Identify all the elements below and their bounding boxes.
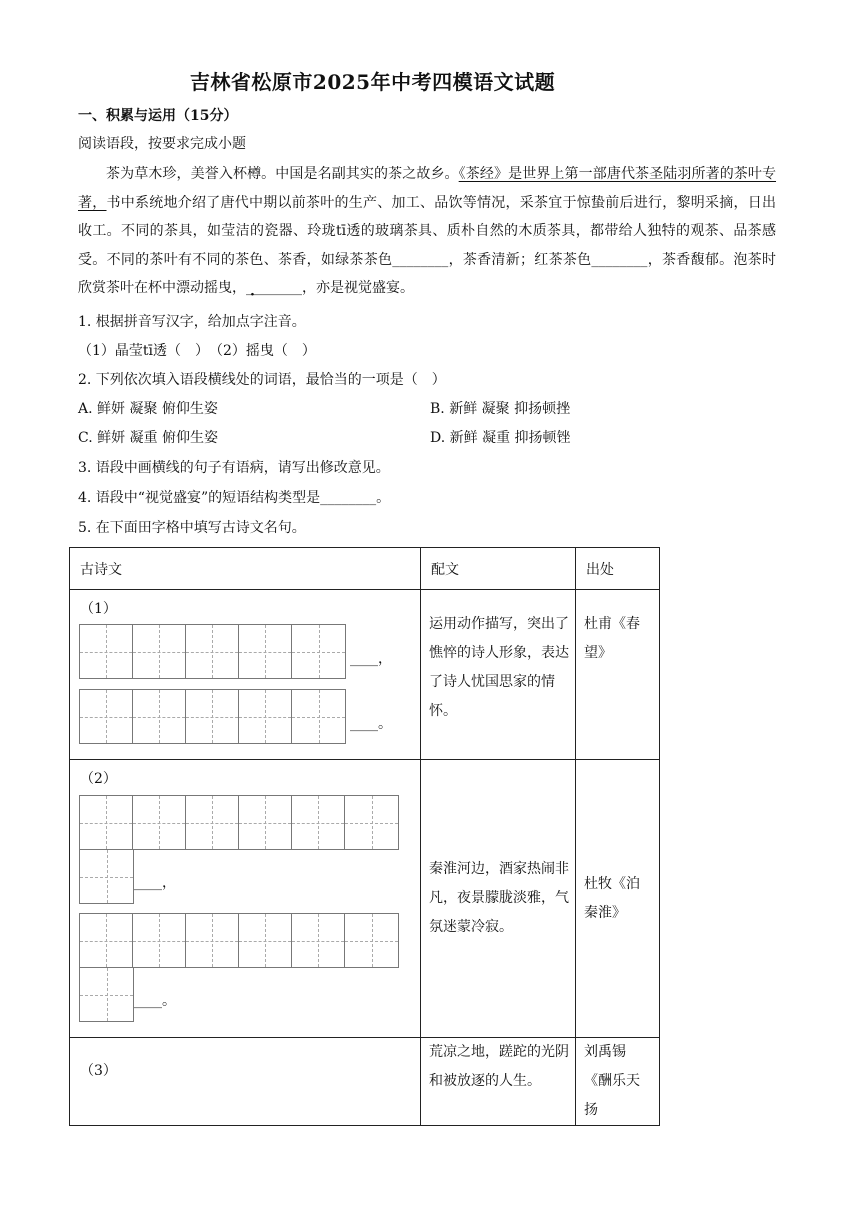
- source-cell: 杜甫《春望》: [576, 590, 660, 760]
- table-row: [70, 1038, 660, 1126]
- section-heading: 一、积累与运用（15分）: [78, 108, 238, 124]
- description-cell: 运用动作描写，突出了憔悴的诗人形象，表达了诗人忧国思家的情怀。: [421, 590, 576, 760]
- row-label: （2）: [80, 771, 117, 787]
- question-3: 3. 语段中画横线的句子有语病，请写出修改意见。: [78, 460, 390, 476]
- header-source: 出处: [576, 548, 660, 590]
- header-poem: 古诗文: [70, 548, 421, 590]
- table-row: [70, 590, 660, 760]
- question-5: 5. 在下面田字格中填写古诗文名句。: [78, 520, 306, 536]
- page-title: 吉林省松原市2025年中考四模语文试题: [189, 70, 556, 94]
- header-description: 配文: [421, 548, 576, 590]
- option-d: D. 新鲜 凝重 抑扬顿锉: [430, 430, 571, 446]
- writing-grid[interactable]: [79, 795, 399, 850]
- passage-text-1: 茶为草木珍，美誉入杯樽。中国是名副其实的茶之故乡。: [106, 166, 459, 182]
- blank-line: ____，: [134, 875, 176, 891]
- blank-line: ____。: [350, 716, 392, 732]
- description-cell: 秦淮河边，酒家热闹非凡，夜景朦胧淡雅，气氛迷蒙冷寂。: [421, 760, 576, 1038]
- reading-passage: [78, 160, 776, 303]
- option-b: B. 新鲜 凝聚 抑扬顿挫: [430, 401, 571, 417]
- poem-cell-2: [70, 760, 421, 1038]
- instruction-text: 阅读语段，按要求完成小题: [78, 136, 246, 152]
- question-1: 1. 根据拼音写汉字，给加点字注音。: [78, 314, 306, 330]
- source-cell: 刘禹锡《酬乐天扬: [576, 1038, 660, 1126]
- poem-cell-1: [70, 590, 421, 760]
- source-cell: 杜牧《泊秦淮》: [576, 760, 660, 1038]
- table-header-row: [70, 548, 660, 590]
- question-2: 2. 下列依次填入语段横线处的词语，最恰当的一项是（ ）: [78, 372, 446, 388]
- question-4: 4. 语段中“视觉盛宴”的短语结构类型是________。: [78, 490, 391, 506]
- blank-line: ____。: [134, 993, 176, 1009]
- row-label: （3）: [80, 1063, 117, 1079]
- description-cell: 荒凉之地，蹉跎的光阴和被放逐的人生。: [421, 1038, 576, 1126]
- poem-cell-3: [70, 1038, 421, 1126]
- passage-text-2: 书中系统地介绍了唐代中期以前茶叶的生产、加工、品饮等情况，采茶宜于惊蛰前后进行，黎明采摘，日出收工。不同的茶具，如莹洁的瓷器、玲珑tī透的玻璃茶具、质朴自然的木质茶具，都带给人独特的观茶、品茶感受。不同的茶叶有不同的茶色、茶香，如绿茶茶色________，茶香清新；红茶茶色________，茶香馥郁。泡茶时欣赏茶叶在杯中漂动摇: [78, 194, 776, 296]
- option-a: A. 鲜妍 凝聚 俯仰生姿: [78, 401, 218, 417]
- passage-text-3: ，________，亦是视觉盛宴。: [232, 280, 414, 296]
- option-c: C. 鲜妍 凝重 俯仰生姿: [78, 430, 219, 446]
- writing-grid[interactable]: [79, 689, 346, 744]
- writing-grid[interactable]: [79, 913, 399, 968]
- underlined-sentence: 《茶经》是世界上第一部唐代茶圣陆羽所著的茶叶专著，: [78, 166, 777, 211]
- row-label: （1）: [80, 601, 117, 617]
- dotted-character: 曳 ·: [218, 280, 232, 296]
- blank-line: ____，: [350, 651, 392, 667]
- question-1-subitems: （1）晶莹tī透（ ） （2）摇曳（ ）: [78, 343, 316, 359]
- writing-grid[interactable]: [79, 849, 134, 904]
- poetry-table: [69, 547, 660, 1126]
- writing-grid[interactable]: [79, 967, 134, 1022]
- writing-grid[interactable]: [79, 624, 346, 679]
- table-row: [70, 760, 660, 1038]
